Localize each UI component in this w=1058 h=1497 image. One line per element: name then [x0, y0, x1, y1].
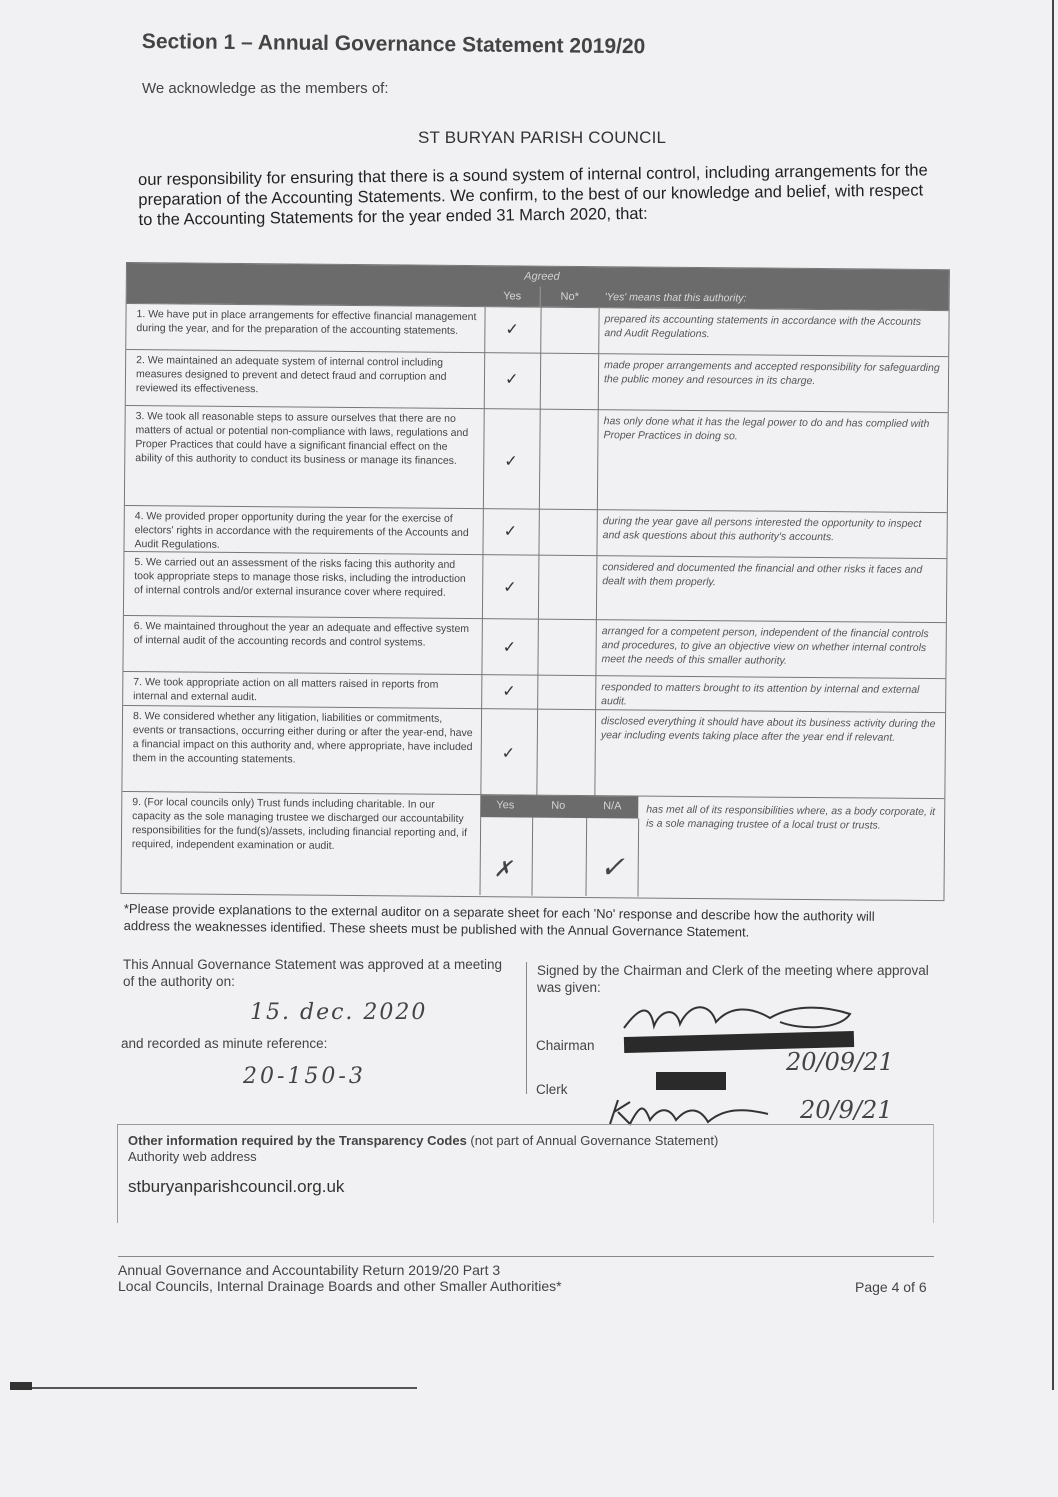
table-row	[124, 551, 947, 623]
approved-text: This Annual Governance Statement was approved at a meeting of the authority on:	[123, 957, 502, 989]
statement-text: 6. We maintained throughout the year an adequate and effective system of internal audit of the accounting records and control systems.	[133, 620, 470, 649]
web-address-value: stburyanparishcouncil.org.uk	[128, 1177, 345, 1196]
table-row	[122, 705, 945, 799]
trust-header	[480, 795, 638, 818]
web-address-label: Authority web address	[128, 1149, 257, 1164]
means-header: 'Yes' means that this authority:	[604, 291, 747, 305]
means-text: made proper arrangements and accepted responsibility for safeguarding the public money and resources in its charge.	[603, 359, 940, 388]
no-cell	[537, 676, 596, 711]
clerk-label: Clerk	[536, 1082, 568, 1097]
no-header: No*	[560, 290, 579, 303]
tick-mark: ✓	[504, 451, 518, 471]
transparency-title-bold: Other information required by the Transparency Codes	[128, 1133, 467, 1148]
tick-mark: ✓	[503, 577, 517, 597]
footer-line-2: Local Councils, Internal Drainage Boards and other Smaller Authorities*	[118, 1278, 562, 1294]
yes-cell	[481, 619, 538, 675]
no-cell	[539, 410, 599, 511]
yes-cell	[484, 307, 541, 353]
table-row	[126, 303, 948, 357]
table-row-trust-funds	[122, 791, 945, 899]
page-number: Page 4 of 6	[855, 1279, 927, 1295]
scan-artifact	[10, 1382, 32, 1390]
tick-mark: ✓	[502, 637, 517, 657]
means-text: during the year gave all persons interested the opportunity to inspect and ask questions about this authority's accounts.	[602, 515, 922, 544]
agreed-header: Agreed	[524, 270, 560, 283]
yes-header: Yes	[485, 286, 541, 306]
footnote: *Please provide explanations to the external auditor on a separate sheet for each 'No' response and describe how the authority will address the weaknesses identified. These sheets must be published with the Annual Governance Statement.	[123, 900, 875, 940]
minute-label: and recorded as minute reference:	[121, 1036, 328, 1051]
footer-divider	[118, 1256, 934, 1257]
governance-table	[120, 262, 949, 901]
clerk-date: 20/9/21	[800, 1096, 893, 1124]
tick-mark: ✓	[504, 369, 519, 389]
signed-text: Signed by the Chairman and Clerk of the meeting where approval was given:	[537, 963, 929, 995]
no-cell	[540, 354, 599, 411]
table-row	[124, 505, 946, 559]
statement-text: 7. We took appropriate action on all matters raised in reports from internal and external audit.	[133, 676, 439, 704]
statement-text: 4. We provided proper opportunity during the year for the exercise of electors' rights in accordance with the requirements of the Accounts and Audit Regulations.	[134, 510, 469, 551]
means-text: disclosed everything it should have about its business activity during the year including events taking place after the year end if relevant.	[600, 715, 936, 744]
no-cell	[540, 308, 599, 355]
tick-mark: ✓	[505, 319, 519, 339]
approved-date: 15. dec. 2020	[250, 1000, 428, 1025]
no-cell	[536, 710, 596, 797]
trust-yes-header: Yes	[496, 799, 515, 812]
yes-cell	[482, 555, 540, 619]
no-cell	[537, 620, 596, 677]
statement-text: 9. (For local councils only) Trust funds including charitable. In our capacity as the sole managing trustee we discharged our accountability responsibilities for the fund(s)/assets, including financial reporting and, if required, independent examination or audit.	[131, 796, 468, 852]
redaction-bar	[656, 1072, 726, 1090]
column-divider	[637, 818, 639, 896]
statement-text: 3. We took all reasonable steps to assure ourselves that there are no matters of actual or potential non-compliance with laws, regulations and Proper Practices that could have a significant financial effect on the ability of this authority to conduct its business or manage its finances.	[135, 410, 469, 467]
footer-line-1: Annual Governance and Accountability Return 2019/20 Part 3	[118, 1262, 501, 1278]
means-text: has only done what it has the legal power to do and has complied with Proper Practices in doing so.	[603, 415, 930, 443]
column-divider	[479, 817, 481, 895]
column-divider	[531, 818, 533, 896]
yes-cell	[480, 709, 538, 795]
scan-edge	[1052, 0, 1054, 1390]
yes-cell	[482, 509, 539, 555]
no-cell	[538, 556, 598, 621]
means-text: arranged for a competent person, independent of the financial controls and procedures, to give an objective view on whether internal controls meet the needs of this smaller authority.	[601, 625, 929, 667]
scan-artifact	[32, 1387, 417, 1389]
na-tick-mark: ✓	[599, 850, 626, 886]
transparency-box	[117, 1124, 934, 1223]
chairman-label: Chairman	[536, 1038, 595, 1053]
means-text: considered and documented the financial and other risks it faces and dealt with them properly.	[602, 561, 923, 589]
trust-na-header: N/A	[603, 800, 622, 813]
trust-no-header: No	[551, 799, 566, 812]
section-title: Section 1 – Annual Governance Statement 2019/20	[141, 30, 646, 59]
minute-reference: 20-150-3	[243, 1064, 366, 1089]
table-row	[126, 349, 948, 413]
tick-mark: ✓	[501, 743, 516, 763]
means-text: has met all of its responsibilities where, as a body corporate, it is a sole managing trustee of a local trust or trusts.	[646, 803, 936, 832]
council-name: ST BURYAN PARISH COUNCIL	[418, 128, 667, 147]
column-divider	[585, 818, 587, 896]
yes-cell	[484, 353, 541, 409]
statement-text: 2. We maintained an adequate system of internal control including measures designed to prevent and detect fraud and corruption and reviewed its effectiveness.	[135, 354, 447, 396]
means-text: prepared its accounting statements in accordance with the Accounts and Audit Regulations.	[604, 313, 922, 341]
intro-paragraph: our responsibility for ensuring that there is a sound system of internal control, including arrangements for the preparation of the Accounting Statements. We confirm, to the best of our knowledge and belief, with respect to the Accounting Statements for the year ended 31 March 2020, that:	[138, 161, 928, 229]
chairman-signature	[620, 996, 860, 1036]
tick-mark: ✓	[502, 681, 516, 701]
acknowledge-text: We acknowledge as the members of:	[142, 80, 389, 97]
transparency-title	[128, 1133, 718, 1148]
tick-mark: ✓	[503, 521, 518, 541]
yes-cell	[481, 675, 538, 709]
no-cell	[538, 510, 597, 557]
means-text: responded to matters brought to its attention by internal and external audit.	[601, 681, 920, 708]
yes-cell	[483, 409, 541, 509]
transparency-title-rest: (not part of Annual Governance Statement)	[466, 1133, 719, 1148]
table-row	[123, 615, 945, 679]
table-row	[125, 405, 948, 513]
statement-text: 1. We have put in place arrangements for effective financial management during the year, and for the preparation of the accounting statements.	[136, 308, 477, 337]
crossed-mark: ✗	[493, 857, 513, 883]
chairman-date: 20/09/21	[786, 1048, 894, 1076]
statement-text: 5. We carried out an assessment of the risks facing this authority and took appropriate steps to manage those risks, including the introduction of internal controls and/or external insurance cover where required.	[134, 556, 466, 599]
footer-text	[118, 1262, 562, 1294]
statement-text: 8. We considered whether any litigation, liabilities or commitments, events or transactions, occurring either during or after the year-end, have a financial impact on this authority and, where appropriate, have included them in the accounting statements.	[132, 710, 473, 766]
